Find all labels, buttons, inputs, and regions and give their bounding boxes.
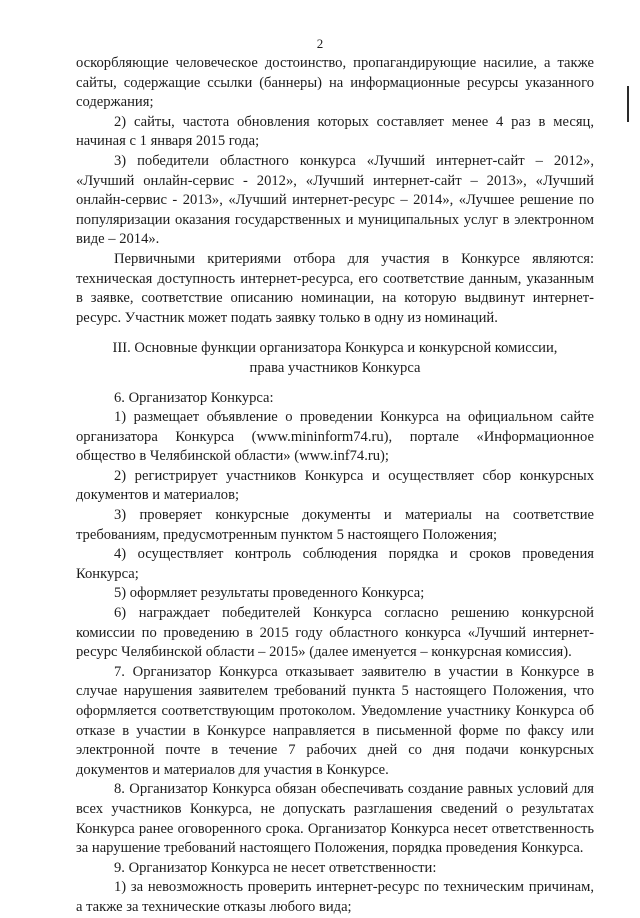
item-9-sub-1: 1) за невозможность проверить интернет-ресурс по техническим причинам, а также за технические отказы любого вида; [76, 879, 594, 915]
scan-edge-mark [627, 86, 629, 122]
item-6-heading: 6. Организатор Конкурса: [114, 389, 274, 406]
item-8: 8. Организатор Конкурса обязан обеспечивать создание равных условий для всех участников Конкурса, не допускать разглашения сведений о результатах Конкурса ранее оговоренного срока. Организатор Конкурса несет ответственность за нарушение требований настоящего Положения, порядка проведения Конкурса. [76, 781, 594, 857]
document-body [76, 54, 594, 918]
section-heading-line-1: III. Основные функции организатора Конкурса и конкурсной комиссии, [112, 340, 558, 357]
item-6-sub-5: 5) оформляет результаты проведенного Конкурса; [114, 585, 425, 602]
item-6-sub-6: 6) награждает победителей Конкурса согласно решению конкурсной комиссии по проведению в 2015 году областного конкурса «Лучший интернет-ресурс Челябинской области – 2015» (далее именуется – конкурсная комиссия). [76, 605, 594, 661]
criteria-paragraph: Первичными критериями отбора для участия в Конкурсе являются: техническая доступность интернет-ресурса, его соответствие данным, указанным в заявке, соответствие описанию номинации, на которую выдвинут интернет-ресурс. Участник может подать заявку только в одну из номинаций. [76, 250, 594, 326]
item-7: 7. Организатор Конкурса отказывает заявителю в участии в Конкурсе в случае нарушения заявителем требований пункта 5 настоящего Положения, что оформляется соответствующим протоколом. Уведомление участнику Конкурса об отказе в участии в Конкурсе направляется в письменной форме по факсу или электронной почте в течение 7 рабочих дней со дня подачи конкурсных документов и материалов для участия в Конкурсе. [76, 663, 594, 778]
item-6-sub-2: 2) регистрирует участников Конкурса и осуществляет сбор конкурсных документов и материалов; [76, 467, 594, 504]
item-6-sub-1: 1) размещает объявление о проведении Конкурса на официальном сайте организатора Конкурса (www.mininform74.ru), портале «Информационное общество в Челябинской области» (www.inf74.ru); [76, 409, 594, 465]
item-6-sub-3: 3) проверяет конкурсные документы и материалы на соответствие требованиям, предусмотренным пунктом 5 настоящего Положения; [76, 507, 594, 543]
page-number: 2 [316, 36, 324, 51]
list-item-2: 2) сайты, частота обновления которых составляет менее 4 раз в месяц, начиная с 1 января 2015 года; [76, 113, 594, 150]
section-heading-line-2: права участников Конкурса [249, 359, 421, 376]
list-item-3: 3) победители областного конкурса «Лучший интернет-сайт – 2012», «Лучший онлайн-сервис - 2012», «Лучший интернет-сайт – 2013», «Лучший онлайн-сервис - 2013», «Лучший интернет-ресурс – 2014», «Лучшее решение по популяризации оказания государственных и муниципальных услуг в электронном виде – 2014». [76, 152, 594, 248]
item-6-sub-4: 4) осуществляет контроль соблюдения порядка и сроков проведения Конкурса; [76, 546, 594, 582]
item-9-heading: 9. Организатор Конкурса не несет ответственности: [114, 859, 437, 876]
paragraph-continuation: оскорбляющие человеческое достоинство, пропагандирующие насилие, а также сайты, содержащие ссылки (баннеры) на информационные ресурсы указанного содержания; [76, 55, 594, 111]
